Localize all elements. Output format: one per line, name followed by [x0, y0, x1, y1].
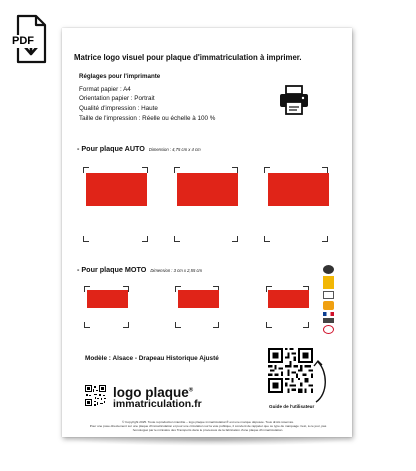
setting-quality: Qualité d'impression : Haute [79, 105, 158, 112]
plate-logo-moto-2 [178, 290, 219, 308]
auto-heading: - Pour plaque AUTO [77, 144, 145, 153]
printable-sheet [62, 28, 352, 437]
plate-logo-moto-3 [268, 290, 309, 308]
plate-logo-auto-3 [268, 173, 329, 206]
copyright-line: © Copyright 2025. Toute reproduction interdite – logo plaque immatriculation® est une marque déposée. Tous droits réservés. [122, 420, 294, 424]
crop-mark [174, 236, 180, 242]
registered-mark: ® [188, 387, 194, 394]
auto-section-heading [77, 144, 201, 153]
setting-orientation: Orientation papier : Portrait [79, 95, 155, 102]
moto-section-heading [77, 265, 202, 274]
crop-mark [213, 322, 219, 328]
settings-heading: Réglages pour l'imprimante [79, 73, 161, 80]
label-badge-icon [323, 276, 334, 289]
sheet-title: Matrice logo visuel pour plaque d'immatriculation à imprimer. [74, 53, 302, 62]
crop-mark [266, 322, 272, 328]
printer-icon [278, 84, 310, 116]
pdf-label: PDF [12, 35, 42, 48]
pdf-download-icon[interactable] [10, 13, 48, 65]
helmet-icon [323, 265, 334, 274]
crop-mark [142, 236, 148, 242]
crop-mark [83, 236, 89, 242]
plate-logo-auto-2 [177, 173, 238, 206]
document-icon [323, 291, 334, 299]
copyright-notice [72, 420, 344, 432]
setting-format: Format papier : A4 [79, 86, 131, 93]
copyright-line: homologué par le ministère des Transports dans le processus de la fabrication d'une plaque d'immatriculation. [132, 428, 284, 432]
moto-heading: - Pour plaque MOTO [77, 265, 147, 274]
curved-arrow-icon [312, 358, 332, 404]
guide-qr-code[interactable] [268, 348, 313, 393]
setting-scale: Taille de l'impression : Réelle ou échelle à 100 % [79, 115, 216, 122]
plate-logo-auto-1 [86, 173, 147, 206]
model-name: Modèle : Alsace - Drapeau Historique Ajusté [85, 355, 219, 362]
side-icons [321, 265, 335, 336]
auto-dimension: Dimension : 4,75 cm x 4 cm [148, 147, 201, 152]
ce-badge-icon [323, 301, 334, 310]
crop-mark [322, 236, 328, 242]
plate-logo-moto-1 [87, 290, 128, 308]
crop-mark [175, 322, 181, 328]
crop-mark [303, 322, 309, 328]
crop-mark [123, 322, 129, 328]
brand-qr-code[interactable] [85, 385, 106, 406]
crop-mark [84, 322, 90, 328]
crop-mark [232, 236, 238, 242]
crop-mark [264, 236, 270, 242]
france-flag-icon [323, 312, 334, 316]
copyright-line: Pour une pose directement sur une plaque d'immatriculation et pour une circulation sur la voie publique, il convient de rappeler que ce type de marquage n'est, à ce jour, pas [89, 424, 327, 428]
brand-domain: immatriculation.fr [113, 398, 202, 410]
brand-line1: logo plaque [113, 385, 189, 400]
moto-dimension: Dimension : 3 cm x 2,55 cm [150, 268, 203, 273]
made-in-france-icon [323, 318, 334, 323]
prohibited-icon [323, 325, 334, 334]
guide-label: Guide de l'utilisateur [269, 404, 315, 409]
